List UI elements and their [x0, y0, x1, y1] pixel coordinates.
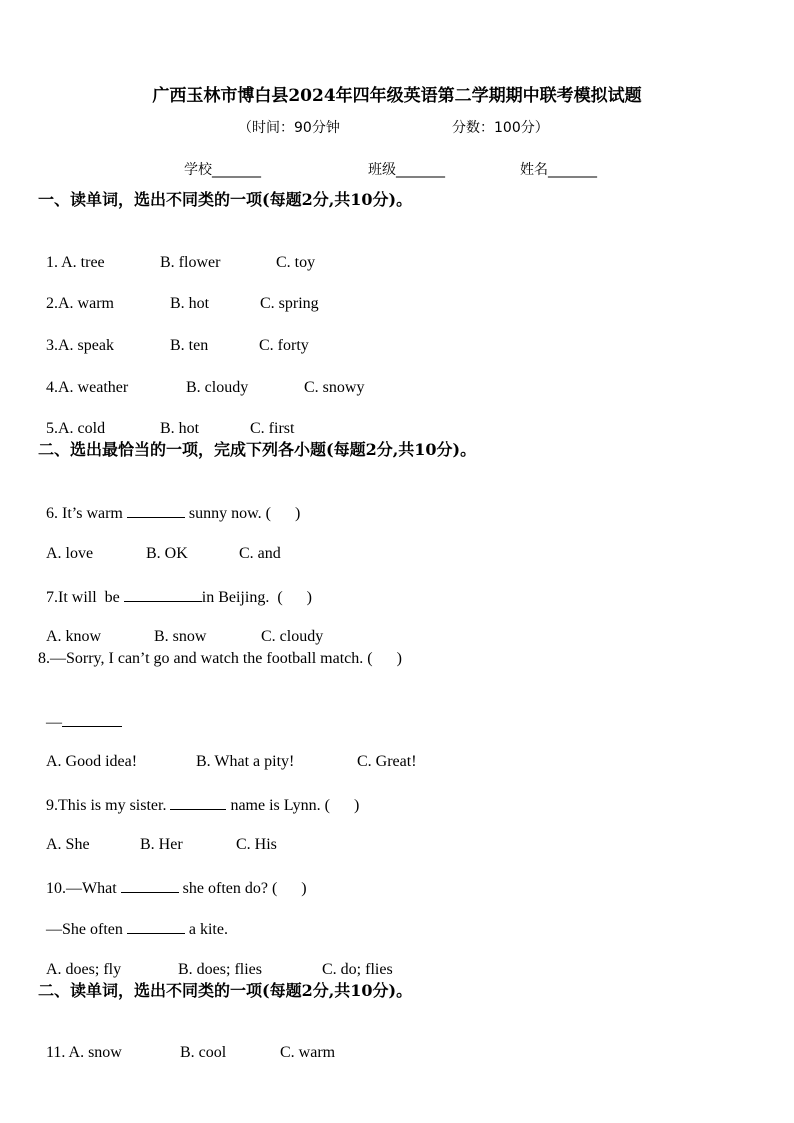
q7-option-c: C. cloudy	[261, 628, 324, 645]
q11-option-a: 11. A. snow	[46, 1044, 122, 1061]
question-7-options	[38, 607, 323, 647]
question-4	[38, 358, 364, 398]
q6-option-c: C. and	[239, 545, 281, 562]
q1-option-c: C. toy	[276, 254, 316, 271]
q6-stem-start: 6. It’s warm	[46, 505, 127, 522]
q2-option-a: 2.A. warm	[46, 295, 114, 312]
q5-option-a: 5.A. cold	[46, 420, 106, 437]
question-10-options	[38, 940, 393, 980]
q3-option-a: 3.A. speak	[46, 337, 114, 354]
question-10-reply	[38, 898, 228, 940]
q1-option-b: B. flower	[160, 254, 221, 271]
q7-option-a: A. know	[46, 628, 102, 645]
q3-option-b: B. ten	[170, 337, 209, 354]
q9-option-a: A. She	[46, 836, 90, 853]
question-8-options	[38, 732, 417, 772]
q8-option-b: B. What a pity!	[196, 753, 295, 770]
question-8-reply	[38, 691, 122, 733]
q10-option-c: C. do; flies	[322, 961, 393, 978]
q6-stem-end: sunny now. ( )	[184, 505, 301, 522]
q5-option-b: B. hot	[160, 420, 200, 437]
page-title: 广西玉林市博白县2024年四年级英语第二学期期中联考模拟试题	[152, 86, 642, 106]
question-8: 8.—Sorry, I can’t go and watch the football match. ( )	[38, 650, 402, 667]
q7-blank	[124, 586, 202, 602]
q6-blank	[127, 502, 185, 518]
question-6	[38, 482, 300, 524]
name-field: 姓名_______	[520, 162, 597, 178]
school-field: 学校_______	[184, 162, 261, 178]
question-7	[38, 566, 312, 608]
q7-option-b: B. snow	[154, 628, 207, 645]
q8-option-a: A. Good idea!	[46, 753, 138, 770]
question-2	[38, 274, 319, 314]
q7-stem-end: in Beijing. ( )	[201, 589, 312, 606]
q11-option-c: C. warm	[280, 1044, 336, 1061]
q10-blank-1	[121, 877, 179, 893]
q10-reply-end: a kite.	[184, 921, 228, 938]
q7-stem-start: 7.It will be	[46, 589, 124, 606]
q3-option-c: C. forty	[259, 337, 309, 354]
q10-option-b: B. does; flies	[178, 961, 262, 978]
q10-option-a: A. does; fly	[46, 961, 122, 978]
q8-option-c: C. Great!	[357, 753, 417, 770]
q8-blank	[62, 711, 122, 727]
q4-option-b: B. cloudy	[186, 379, 249, 396]
question-6-options	[38, 524, 281, 564]
exam-score: 分数：100分）	[452, 120, 549, 136]
class-field: 班级_______	[368, 162, 445, 178]
section-3-heading: 二、读单词，选出不同类的一项(每题2分,共10分)。	[38, 981, 413, 1000]
question-1	[38, 233, 315, 273]
section-2-heading: 二、选出最恰当的一项，完成下列各小题(每题2分,共10分)。	[38, 440, 477, 459]
q9-option-c: C. His	[236, 836, 277, 853]
q9-blank	[170, 794, 226, 810]
q2-option-c: C. spring	[260, 295, 319, 312]
exam-time: （时间：90分钟	[238, 120, 340, 136]
q4-option-a: 4.A. weather	[46, 379, 129, 396]
q5-option-c: C. first	[250, 420, 295, 437]
q11-option-b: B. cool	[180, 1044, 227, 1061]
q10-stem-end: she often do? ( )	[178, 880, 307, 897]
q10-blank-2	[127, 918, 185, 934]
q9-option-b: B. Her	[140, 836, 183, 853]
q6-option-a: A. love	[46, 545, 94, 562]
q10-stem-start: 10.—What	[46, 880, 121, 897]
question-9-options	[38, 815, 277, 855]
q1-option-a: 1. A. tree	[46, 254, 105, 271]
q6-option-b: B. OK	[146, 545, 188, 562]
q8-dash: —	[46, 714, 62, 731]
question-5	[38, 399, 294, 439]
q9-stem-end: name is Lynn. ( )	[226, 797, 360, 814]
question-10	[38, 857, 307, 899]
question-9	[38, 774, 359, 816]
question-3	[38, 316, 309, 356]
q10-reply-start: —She often	[46, 921, 127, 938]
q4-option-c: C. snowy	[304, 379, 365, 396]
section-1-heading: 一、读单词，选出不同类的一项(每题2分,共10分)。	[38, 190, 413, 209]
question-11	[38, 1023, 335, 1063]
q2-option-b: B. hot	[170, 295, 210, 312]
q9-stem-start: 9.This is my sister.	[46, 797, 171, 814]
